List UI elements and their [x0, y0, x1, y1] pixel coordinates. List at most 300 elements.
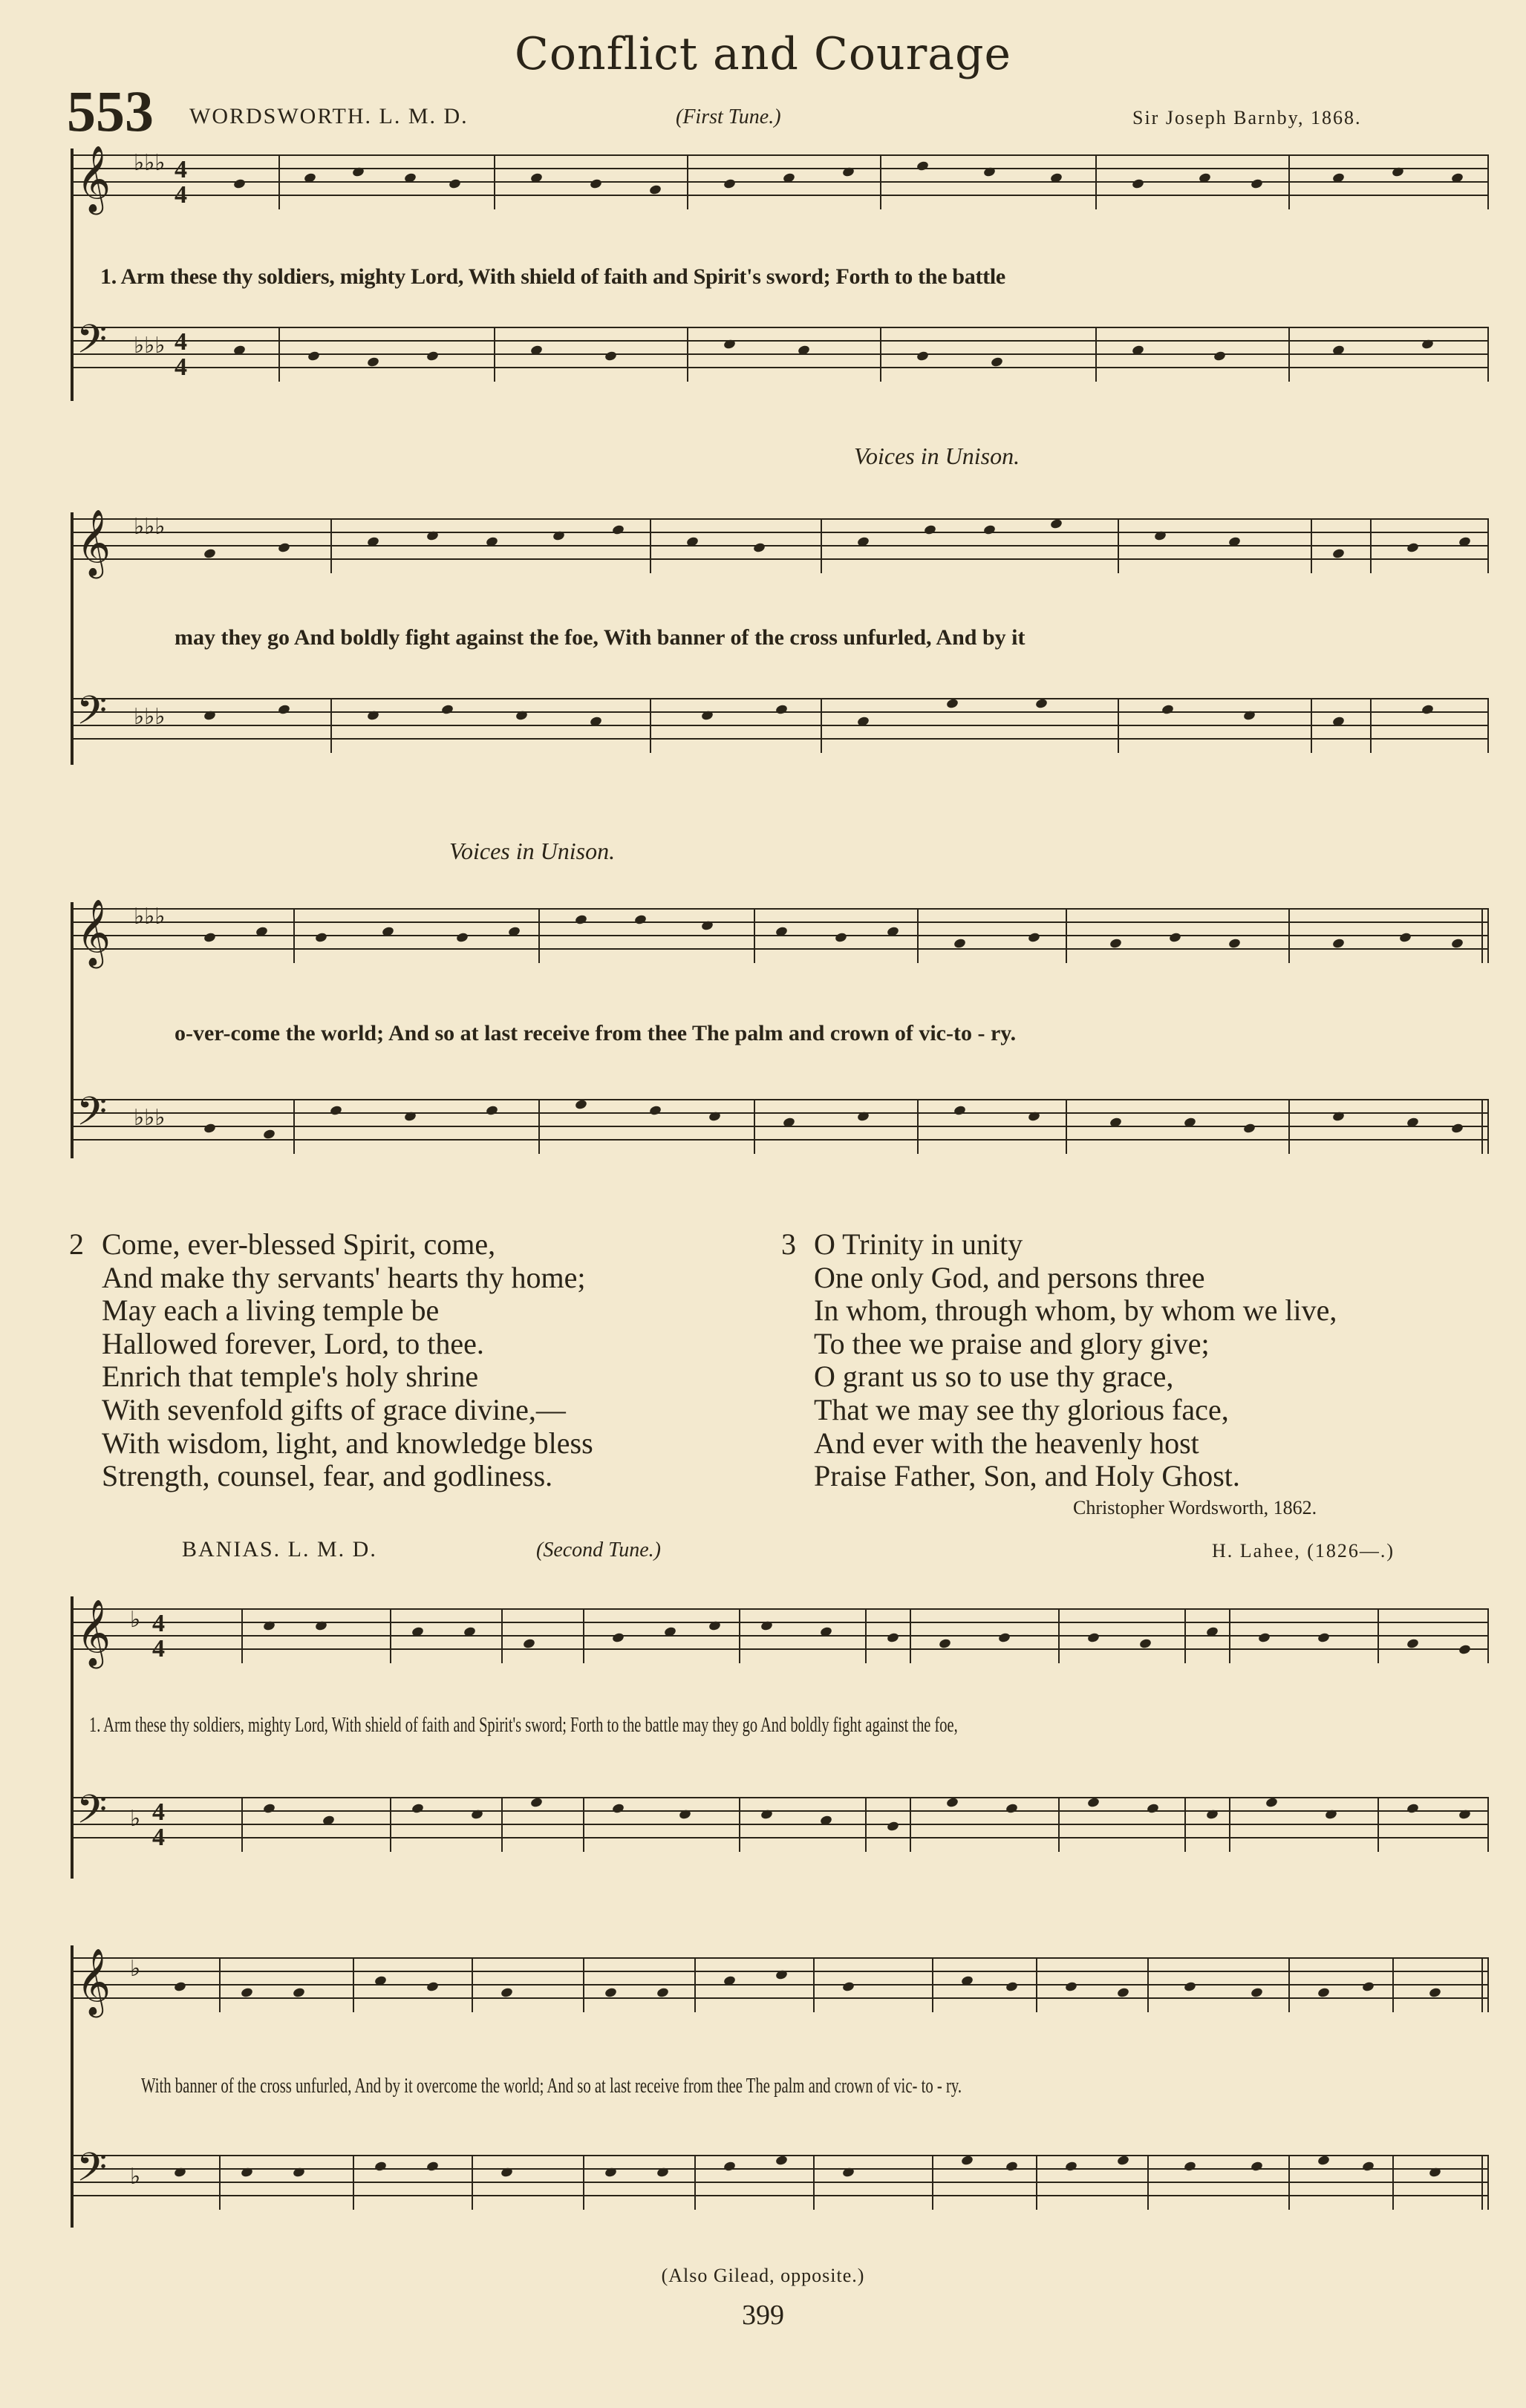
notehead	[515, 710, 529, 721]
text-author: Christopher Wordsworth, 1862.	[1073, 1497, 1317, 1518]
notehead	[500, 2167, 514, 2178]
time-signature: 4 4	[152, 1798, 165, 1851]
notehead	[887, 1632, 900, 1643]
notehead	[241, 1987, 254, 1998]
notehead	[842, 1981, 855, 1992]
barline	[1184, 1608, 1186, 1663]
notehead	[590, 716, 603, 727]
notehead	[263, 1803, 276, 1814]
barline	[813, 1957, 815, 2012]
notehead	[500, 1987, 514, 1998]
verse-line: And make thy servants' hearts thy home;	[102, 1260, 586, 1294]
barline	[650, 698, 651, 753]
notehead	[1317, 2155, 1331, 2166]
barline	[494, 154, 495, 209]
notehead	[1362, 1981, 1375, 1992]
barline	[694, 1957, 696, 2012]
barline	[1036, 1957, 1037, 2012]
notehead	[998, 1632, 1011, 1643]
notehead	[293, 2167, 306, 2178]
notehead	[1132, 345, 1145, 356]
notehead	[723, 2161, 737, 2172]
barline	[1288, 154, 1290, 209]
flat-key-icon: ♭♭♭	[134, 333, 166, 359]
notehead	[961, 1975, 974, 1986]
notehead	[835, 932, 848, 943]
notehead	[775, 1969, 789, 1980]
notehead	[1087, 1632, 1101, 1643]
composer: H. Lahee, (1826—.)	[1212, 1540, 1395, 1562]
notehead	[1317, 1987, 1331, 1998]
notehead	[1184, 1117, 1197, 1128]
barline	[687, 154, 688, 209]
barline	[917, 908, 919, 963]
barline	[494, 327, 495, 382]
notehead	[1451, 172, 1464, 183]
flat-key-icon: ♭	[130, 1806, 141, 1832]
barline	[1392, 2155, 1394, 2210]
notehead	[798, 345, 811, 356]
notehead	[1406, 1803, 1420, 1814]
notehead	[203, 548, 217, 559]
bass-staff	[71, 2145, 1489, 2208]
notehead	[783, 172, 796, 183]
notehead	[322, 1815, 336, 1826]
notehead	[701, 710, 714, 721]
notehead	[330, 1105, 343, 1116]
lyric-line-4: 1. Arm these thy soldiers, mighty Lord, With shield of faith and Spirit's sword; Forth to the battle may they go And boldly fight against the foe,	[89, 1714, 958, 1737]
notehead	[656, 1987, 670, 1998]
notehead	[426, 1981, 440, 1992]
verse-line: That we may see thy glorious face,	[814, 1392, 1229, 1426]
notehead	[278, 542, 291, 553]
notehead	[203, 1123, 217, 1134]
verse-line: Hallowed forever, Lord, to thee.	[102, 1326, 484, 1360]
notehead	[708, 1111, 722, 1122]
verse-3	[781, 1227, 1337, 1493]
notehead	[1087, 1797, 1101, 1808]
notehead	[1251, 1987, 1264, 1998]
notehead	[315, 932, 328, 943]
barline	[353, 1957, 354, 2012]
verse-line: May each a living temple be	[102, 1293, 440, 1328]
notehead	[612, 1803, 625, 1814]
barline	[1066, 908, 1067, 963]
notehead	[575, 1099, 588, 1110]
barline	[1058, 1797, 1060, 1852]
notehead	[753, 542, 766, 553]
music-system-3	[71, 899, 1489, 1158]
barline	[390, 1608, 391, 1663]
bass-clef-icon: 𝄢	[76, 1089, 108, 1144]
notehead	[1458, 1809, 1472, 1820]
barline	[583, 1797, 584, 1852]
notehead	[426, 350, 440, 362]
barline	[472, 1957, 473, 2012]
notehead	[656, 2167, 670, 2178]
notehead	[1161, 704, 1175, 715]
barline	[1481, 1099, 1483, 1154]
notehead	[857, 536, 870, 547]
notehead	[530, 1797, 544, 1808]
barline	[1481, 1957, 1483, 2012]
bass-clef-icon: 𝄢	[76, 1787, 108, 1842]
barline	[330, 698, 332, 753]
notehead	[1035, 698, 1049, 709]
notehead	[1392, 166, 1405, 177]
barline	[865, 1608, 867, 1663]
treble-staff	[71, 1948, 1489, 2015]
notehead	[1251, 178, 1264, 189]
flat-key-icon: ♭	[130, 1607, 141, 1633]
notehead	[293, 1987, 306, 1998]
barline	[880, 154, 881, 209]
verse-2	[69, 1227, 593, 1493]
barline	[1095, 327, 1097, 382]
barline	[1095, 154, 1097, 209]
notehead	[760, 1620, 774, 1631]
notehead	[916, 160, 930, 172]
bass-staff	[71, 688, 1489, 751]
treble-clef-icon: 𝄞	[76, 509, 111, 576]
notehead	[820, 1815, 833, 1826]
notehead	[367, 356, 380, 368]
notehead	[241, 2167, 254, 2178]
notehead	[1005, 2161, 1019, 2172]
barline	[1377, 1797, 1379, 1852]
barline	[1487, 327, 1489, 382]
barline	[293, 908, 295, 963]
barline	[1487, 908, 1489, 963]
barline	[1288, 2155, 1290, 2210]
notehead	[523, 1638, 536, 1649]
barline	[1229, 1797, 1230, 1852]
notehead	[983, 166, 997, 177]
notehead	[1325, 1809, 1338, 1820]
notehead	[1147, 1803, 1160, 1814]
notehead	[775, 704, 789, 715]
barline	[1487, 1797, 1489, 1852]
notehead	[1154, 530, 1167, 541]
notehead	[1005, 1803, 1019, 1814]
notehead	[686, 536, 700, 547]
footer-note: (Also Gilead, opposite.)	[661, 2265, 865, 2286]
barline	[739, 1608, 740, 1663]
treble-clef-icon: 𝄞	[76, 899, 111, 966]
barline	[1118, 698, 1119, 753]
barline	[1036, 2155, 1037, 2210]
verse-number: 3	[781, 1227, 796, 1261]
time-signature: 4 4	[152, 1610, 165, 1663]
notehead	[842, 166, 855, 177]
notehead	[263, 1620, 276, 1631]
treble-clef-icon: 𝄞	[76, 146, 111, 212]
notehead	[1429, 1987, 1442, 1998]
notehead	[1050, 518, 1063, 529]
barline	[1370, 698, 1372, 753]
direction-voices-in-unison: Voices in Unison.	[449, 838, 616, 864]
notehead	[382, 926, 395, 937]
barline	[472, 2155, 473, 2210]
barline	[1147, 1957, 1149, 2012]
treble-staff	[71, 509, 1489, 576]
notehead	[708, 1620, 722, 1631]
flat-key-icon: ♭♭♭	[134, 704, 166, 730]
barline	[583, 2155, 584, 2210]
barline	[650, 518, 651, 573]
notehead	[1362, 2161, 1375, 2172]
notehead	[775, 2155, 789, 2166]
lyric-line-5: With banner of the cross unfurled, And by it overcome the world; And so at last receive from thee The palm and crown of vic- to - ry.	[141, 2075, 962, 2098]
notehead	[1184, 2161, 1197, 2172]
barline	[1147, 2155, 1149, 2210]
notehead	[441, 704, 454, 715]
barline	[278, 154, 280, 209]
notehead	[255, 926, 269, 937]
treble-staff	[71, 1599, 1489, 1666]
barline	[1487, 518, 1489, 573]
time-signature: 4 4	[175, 328, 187, 381]
barline	[501, 1608, 503, 1663]
barline	[910, 1608, 911, 1663]
barline	[880, 327, 881, 382]
notehead	[649, 184, 662, 195]
notehead	[203, 932, 217, 943]
barline	[865, 1797, 867, 1852]
notehead	[307, 350, 321, 362]
barline	[501, 1797, 503, 1852]
barline	[353, 2155, 354, 2210]
notehead	[1206, 1626, 1219, 1637]
notehead	[1228, 536, 1242, 547]
notehead	[939, 1638, 952, 1649]
lyric-line-2: may they go And boldly fight against the foe, With banner of the cross unfurled, And by it	[175, 625, 1026, 650]
tune-name: BANIAS. L. M. D.	[182, 1537, 377, 1562]
treble-staff	[71, 899, 1489, 966]
bass-staff	[71, 317, 1489, 381]
notehead	[508, 926, 521, 937]
barline	[1288, 1099, 1290, 1154]
notehead	[1406, 542, 1420, 553]
notehead	[916, 350, 930, 362]
barline	[932, 2155, 933, 2210]
verse-line: With sevenfold gifts of grace divine,—	[102, 1392, 566, 1426]
notehead	[953, 1105, 967, 1116]
notehead	[604, 1987, 618, 1998]
bass-staff	[71, 1089, 1489, 1152]
barline	[1487, 1099, 1489, 1154]
notehead	[530, 172, 544, 183]
notehead	[857, 1111, 870, 1122]
notehead	[701, 920, 714, 931]
direction-voices-in-unison: Voices in Unison.	[854, 443, 1020, 469]
flat-key-icon: ♭	[130, 1956, 141, 1982]
notehead	[552, 530, 566, 541]
notehead	[1451, 938, 1464, 949]
notehead	[723, 1975, 737, 1986]
treble-clef-icon: 𝄞	[76, 1599, 111, 1666]
notehead	[463, 1626, 477, 1637]
verse-line: To thee we praise and glory give;	[814, 1326, 1210, 1360]
notehead	[775, 926, 789, 937]
notehead	[426, 2161, 440, 2172]
notehead	[174, 2167, 187, 2178]
notehead	[604, 350, 618, 362]
barline	[1487, 2155, 1489, 2210]
treble-clef-icon: 𝄞	[76, 1948, 111, 2015]
bass-clef-icon: 𝄢	[76, 317, 108, 372]
notehead	[1243, 710, 1256, 721]
barline	[813, 2155, 815, 2210]
notehead	[486, 1105, 499, 1116]
barline	[219, 2155, 221, 2210]
tune-note: (First Tune.)	[676, 105, 781, 128]
notehead	[404, 172, 417, 183]
notehead	[1317, 1632, 1331, 1643]
barline	[1288, 327, 1290, 382]
notehead	[820, 1626, 833, 1637]
barline	[821, 698, 822, 753]
flat-key-icon: ♭♭♭	[134, 514, 166, 540]
barline	[538, 908, 540, 963]
notehead	[315, 1620, 328, 1631]
notehead	[530, 345, 544, 356]
notehead	[1258, 1632, 1271, 1643]
barline	[1288, 1957, 1290, 2012]
notehead	[374, 1975, 388, 1986]
notehead	[1109, 1117, 1123, 1128]
barline	[538, 1099, 540, 1154]
notehead	[842, 2167, 855, 2178]
notehead	[953, 938, 967, 949]
barline	[1184, 1797, 1186, 1852]
barline	[1288, 908, 1290, 963]
notehead	[1065, 2161, 1078, 2172]
notehead	[604, 2167, 618, 2178]
page-number: 399	[742, 2300, 784, 2331]
notehead	[760, 1809, 774, 1820]
notehead	[174, 1981, 187, 1992]
tune-note: (Second Tune.)	[536, 1539, 661, 1562]
notehead	[278, 704, 291, 715]
notehead	[1109, 938, 1123, 949]
time-signature: 4 4	[175, 156, 187, 209]
verse-line: Enrich that temple's holy shrine	[102, 1360, 479, 1394]
notehead	[1429, 2167, 1442, 2178]
notehead	[411, 1626, 425, 1637]
barline	[910, 1797, 911, 1852]
flat-key-icon: ♭♭♭	[134, 1105, 166, 1131]
notehead	[590, 178, 603, 189]
barline	[1481, 908, 1483, 963]
barline	[1481, 2155, 1483, 2210]
barline	[241, 1608, 243, 1663]
barline	[754, 1099, 755, 1154]
notehead	[486, 536, 499, 547]
notehead	[1132, 178, 1145, 189]
barline	[694, 2155, 696, 2210]
verse-line: Praise Father, Son, and Holy Ghost.	[814, 1459, 1240, 1493]
music-system-5	[71, 1945, 1489, 2228]
notehead	[1050, 172, 1063, 183]
notehead	[1228, 938, 1242, 949]
notehead	[887, 926, 900, 937]
barline	[1311, 518, 1312, 573]
notehead	[1065, 1981, 1078, 1992]
verse-line: Come, ever-blessed Spirit, come,	[102, 1227, 496, 1261]
notehead	[575, 914, 588, 925]
barline	[687, 327, 688, 382]
flat-key-icon: ♭	[130, 2164, 141, 2190]
notehead	[991, 356, 1004, 368]
barline	[1311, 698, 1312, 753]
notehead	[367, 536, 380, 547]
notehead	[887, 1821, 900, 1832]
notehead	[1406, 1638, 1420, 1649]
barline	[1487, 1957, 1489, 2012]
barline	[1058, 1608, 1060, 1663]
music-system-2	[71, 509, 1489, 765]
bass-clef-icon: 𝄢	[76, 2145, 108, 2200]
verse-line: In whom, through whom, by whom we live,	[814, 1293, 1337, 1328]
notehead	[233, 178, 247, 189]
verse-line: One only God, and persons three	[814, 1260, 1205, 1294]
notehead	[664, 1626, 677, 1637]
barline	[219, 1957, 221, 2012]
verse-line: Strength, counsel, fear, and godliness.	[102, 1459, 553, 1493]
notehead	[1399, 932, 1412, 943]
lyric-line-3: o-ver-come the world; And so at last receive from thee The palm and crown of vic-to - ry.	[175, 1021, 1017, 1045]
notehead	[203, 710, 217, 721]
notehead	[924, 524, 937, 535]
barline	[1066, 1099, 1067, 1154]
notehead	[1117, 1987, 1130, 1998]
music-system-1	[71, 146, 1489, 401]
notehead	[1117, 2155, 1130, 2166]
notehead	[1206, 1809, 1219, 1820]
notehead	[1028, 932, 1041, 943]
notehead	[404, 1111, 417, 1122]
verse-number: 2	[69, 1227, 84, 1261]
notehead	[449, 178, 462, 189]
notehead	[1332, 1111, 1346, 1122]
notehead	[1332, 548, 1346, 559]
notehead	[1265, 1797, 1279, 1808]
notehead	[1243, 1123, 1256, 1134]
tune-name: WORDSWORTH. L. M. D.	[189, 104, 469, 128]
barline	[293, 1099, 295, 1154]
notehead	[411, 1803, 425, 1814]
barline	[917, 1099, 919, 1154]
barline	[330, 518, 332, 573]
barline	[583, 1957, 584, 2012]
notehead	[1332, 345, 1346, 356]
barline	[1487, 154, 1489, 209]
barline	[583, 1608, 584, 1663]
barline	[1487, 698, 1489, 753]
notehead	[723, 339, 737, 350]
notehead	[1421, 704, 1435, 715]
barline	[1487, 1608, 1489, 1663]
notehead	[857, 716, 870, 727]
notehead	[1184, 1981, 1197, 1992]
notehead	[1458, 1644, 1472, 1655]
verse-line: And ever with the heavenly host	[814, 1426, 1199, 1460]
notehead	[723, 178, 737, 189]
notehead	[374, 2161, 388, 2172]
barline	[278, 327, 280, 382]
barline	[932, 1957, 933, 2012]
